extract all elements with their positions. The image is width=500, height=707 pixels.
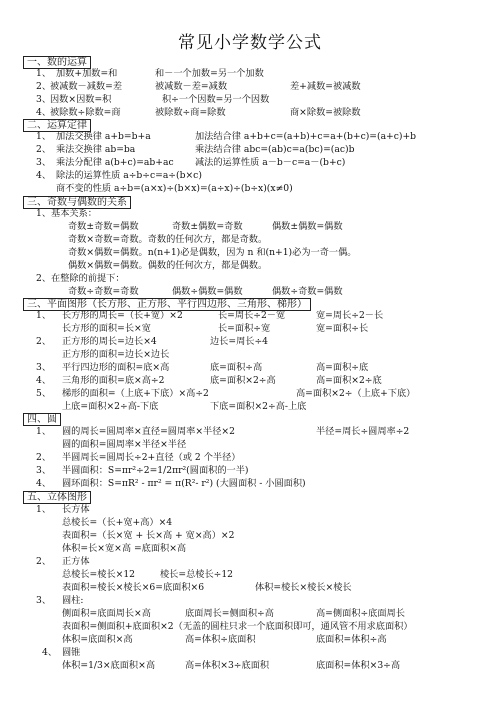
formula: 总棱长=（长+宽+高）×4 — [62, 517, 173, 528]
subheading: 圆柱: — [62, 595, 84, 606]
subheading: 正方体 — [62, 556, 90, 567]
section-heading-circle: 四、圆 — [23, 413, 61, 426]
formula: 加数+加数=和 — [56, 68, 118, 79]
line-number: 2、 — [36, 452, 52, 463]
formula: 减法的运算性质 a－b－c=a－(b+c) — [195, 157, 346, 168]
line-number: 2、 — [36, 556, 52, 567]
formula: 棱长=总棱长÷12 — [160, 569, 234, 580]
formula: 因数×因数=积 — [50, 94, 112, 105]
formula: 体积=棱长×棱长×棱长 — [255, 582, 352, 593]
line-number: 4、 — [36, 375, 52, 386]
formula: 商不变的性质 a÷b=(a×x)÷(b×x)=(a÷x)÷(b÷x)(x≠0) — [56, 183, 293, 194]
formula: 边长=周长÷4 — [210, 336, 268, 347]
formula: 奇数×奇数=奇数。奇数的任何次方，都是奇数。 — [68, 234, 268, 245]
page-title: 常见小学数学公式 — [178, 33, 322, 53]
formula: 平行四边形的面积=底×高 — [62, 362, 170, 373]
formula: 被除数÷商=除数 — [155, 107, 226, 118]
formula: 底面积=体积÷高 — [316, 634, 387, 645]
formula: 乘法交换律 ab=ba — [56, 144, 136, 155]
section-heading-arithmetic: 一、数的运算 — [23, 56, 91, 69]
section-heading-odd-even: 三、奇数与偶数的关系 — [23, 196, 131, 209]
formula: 长=周长÷2－宽 — [218, 310, 286, 321]
line-number: 1、 — [36, 504, 52, 515]
line-number: 3、 — [36, 362, 52, 373]
subheading: 1、基本关系： — [36, 208, 97, 219]
formula: 正方形的面积=边长×边长 — [62, 349, 170, 360]
formula: 偶数÷奇数=偶数 — [272, 286, 343, 297]
formula: 正方形的周长=边长×4 — [62, 336, 157, 347]
formula: 三角形的面积=底×高÷2 — [62, 375, 165, 386]
formula: 半径=周长÷圆周率÷2 — [316, 426, 410, 437]
formula: 圆环面积：S=πR² - πr² = π(R²- r²) (大圆面积 - 小圆面积) — [62, 478, 306, 489]
line-number: 3、 — [36, 94, 52, 105]
line-number: 3、 — [36, 595, 52, 606]
subheading: 2、在整除的前提下： — [36, 273, 125, 284]
line-number: 2、 — [36, 144, 52, 155]
formula: 高=体积×3÷底面积 — [185, 660, 270, 671]
line-number: 2、 — [36, 81, 52, 92]
formula: 奇数×偶数=偶数。n(n+1)必是偶数，因为 n 和(n+1)必为一奇一偶。 — [68, 247, 357, 258]
formula: 表面积=（长×宽 + 长×高 + 宽×高）×2 — [62, 530, 235, 541]
formula: 体积=长×宽×高 =底面积×高 — [62, 543, 187, 554]
formula: 偶数×偶数=偶数。偶数的任何次方，都是偶数。 — [68, 260, 268, 271]
formula: 和－一个加数=另一个加数 — [155, 68, 264, 79]
formula: 差+减数=被减数 — [290, 81, 361, 92]
line-number: 1、 — [36, 310, 52, 321]
formula: 高=面积÷底 — [316, 362, 369, 373]
formula: 半圆面积：S=πr²÷2=1/2πr²(圆面积的一半) — [62, 465, 249, 476]
formula: 底=面积×2÷高 — [210, 375, 276, 386]
formula: 被除数÷除数=商 — [50, 107, 121, 118]
formula: 奇数÷奇数=奇数 — [68, 286, 139, 297]
subheading: 长方体 — [62, 504, 90, 515]
subheading: 圆锥 — [62, 647, 81, 658]
formula: 宽=周长÷2－长 — [316, 310, 384, 321]
line-number: 2、 — [36, 336, 52, 347]
line-number: 4、 — [36, 107, 52, 118]
line-number: 3、 — [36, 465, 52, 476]
formula: 长方形的周长=（长+宽）×2 — [62, 310, 183, 321]
formula: 除法的运算性质 a÷b÷c=a÷(b×c) — [56, 170, 202, 181]
formula: 底面周长=侧面积÷高 — [185, 608, 274, 619]
formula: 被减数－减数=差 — [50, 81, 123, 92]
line-number: 1、 — [36, 426, 52, 437]
formula: 长方形的面积=长×宽 — [62, 323, 151, 334]
formula: 底=面积÷高 — [210, 362, 263, 373]
formula: 上底=面积×2÷高-下底 — [62, 401, 159, 412]
formula: 积÷一个因数=另一个因数 — [162, 94, 270, 105]
formula: 商×除数=被除数 — [290, 107, 361, 118]
formula: 侧面积=底面周长×高 — [62, 608, 151, 619]
section-heading-laws: 二、运算定律 — [23, 119, 91, 132]
formula: 加法交换律 a+b=b+a — [56, 131, 151, 142]
formula: 梯形的面积=（上底+下底）×高÷2 — [62, 388, 209, 399]
formula: 奇数±奇数=偶数 — [68, 221, 139, 232]
formula: 表面积=棱长×棱长×6=底面积×6 — [62, 582, 205, 593]
formula: 乘法结合律 abc=(ab)c=a(bc)=(ac)b — [195, 144, 355, 155]
line-number: 4、 — [42, 647, 58, 658]
formula: 半圆周长=圆周长÷2+直径（或 2 个半径） — [62, 452, 241, 463]
formula: 高=面积×2÷（上底+下底） — [296, 388, 416, 399]
formula: 奇数±偶数=奇数 — [172, 221, 243, 232]
formula: 宽=面积÷长 — [316, 323, 369, 334]
formula: 底面积=体积×3÷高 — [316, 660, 401, 671]
line-number: 5、 — [36, 388, 52, 399]
formula: 加法结合律 a+b+c=(a+b)+c=a+(b+c)=(a+c)+b — [195, 131, 417, 142]
line-number: 1、 — [36, 68, 52, 79]
formula: 偶数±偶数=偶数 — [272, 221, 343, 232]
formula: 高=体积÷底面积 — [185, 634, 256, 645]
formula: 长=面积÷宽 — [218, 323, 271, 334]
formula: 下底=面积×2÷高-上底 — [210, 401, 307, 412]
section-heading-solid-figures: 五、立体图形 — [23, 491, 91, 504]
formula: 被减数－差=减数 — [155, 81, 228, 92]
formula: 高=面积×2÷底 — [316, 375, 382, 386]
formula: 高=侧面积÷底面周长 — [316, 608, 405, 619]
formula: 体积=1/3×底面积×高 — [62, 660, 156, 671]
formula: 偶数÷偶数=偶数 — [172, 286, 243, 297]
line-number: 3、 — [36, 157, 52, 168]
formula: 表面积=侧面积+底面积×2（无盖的圆柱只求一个底面积即可，通风管不用求底面积） — [62, 621, 413, 632]
line-number: 4、 — [36, 170, 52, 181]
formula: 乘法分配律 a(b+c)=ab+ac — [56, 157, 174, 168]
section-heading-plane-figures: 三、平面图形（长方形、正方形、平行四边形、三角形、梯形） — [23, 298, 311, 311]
formula: 体积=底面积×高 — [62, 634, 133, 645]
line-number: 4、 — [36, 478, 52, 489]
formula: 圆的周长=圆周率×直径=圆周率×半径×2 — [62, 426, 235, 437]
line-number: 1、 — [36, 131, 52, 142]
formula: 总棱长=棱长×12 — [62, 569, 136, 580]
formula: 圆的面积=圆周率×半径×半径 — [62, 439, 187, 450]
